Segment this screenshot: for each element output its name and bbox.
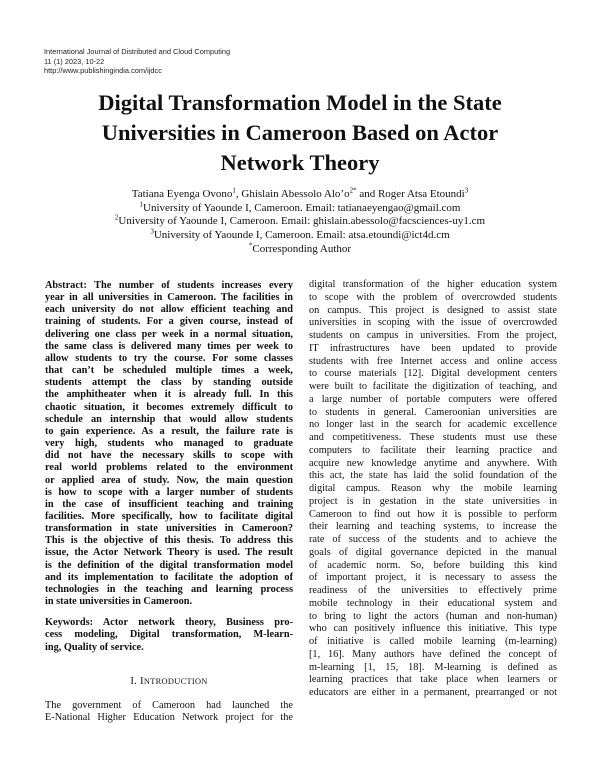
keywords bbox=[45, 617, 293, 653]
text-line: on campus. This project is designed to assist state bbox=[309, 304, 557, 316]
text-line: educators are either in a permanent, prearranged or not bbox=[309, 687, 557, 698]
title-line: Universities in Cameroon Based on Actor bbox=[101, 120, 499, 145]
section-heading-introduction: I. INTRODUCTION bbox=[130, 675, 208, 687]
text-line: computers to facilitate their learning practice and bbox=[309, 444, 557, 456]
text-line: Cameroon to find out how it is possible to perform bbox=[309, 508, 557, 520]
author-2-sup: 2* bbox=[349, 186, 357, 195]
text-line: digital campus. Reason why the mobile learning bbox=[309, 483, 557, 494]
author-3-sup: 3 bbox=[464, 186, 469, 195]
text-line: to gain experience. As a result, the failure rate is bbox=[45, 425, 293, 437]
text-line: digital transformation of the higher education system bbox=[309, 279, 557, 290]
text-line: ing, Quality of service. bbox=[45, 641, 144, 653]
author-3: and Roger Atsa Etoundi bbox=[356, 188, 465, 200]
text-line: The government of Cameroon had launched the bbox=[45, 699, 293, 711]
text-line: in the case of insufficient teaching and training bbox=[45, 498, 293, 510]
text-line: is how to scope with a larger number of students bbox=[45, 486, 293, 498]
text-line: m-learning [1, 15, 18]. M-learning is defined as bbox=[309, 661, 557, 673]
abstract bbox=[45, 280, 293, 608]
author-line bbox=[40, 188, 560, 202]
text-line: who can positively influence this initiative. This type bbox=[309, 623, 557, 635]
text-line: Keywords: Actor network theory, Business pro- bbox=[45, 617, 293, 629]
title-line: Network Theory bbox=[220, 150, 380, 175]
text-line: to bring to light the actors (human and non-human) bbox=[309, 610, 557, 622]
text-line: to course materials [12]. Digital development centers bbox=[309, 368, 557, 380]
text-line: the same class is delivered many times per week to bbox=[45, 340, 293, 352]
text-line: chaotic situation, it becomes extremely difficult to bbox=[45, 401, 293, 413]
left-column bbox=[45, 280, 293, 724]
text-line: schedule an internship that would allow students bbox=[45, 413, 293, 425]
affiliation-1: $^1$University of Yaounde I, Cameroon. Email: tatianaeyengao@gmail.com bbox=[139, 200, 461, 214]
text-line: readiness of the universities to effectively prime bbox=[309, 585, 557, 596]
author-2: , Ghislain Abessolo Alo’o bbox=[235, 188, 350, 200]
text-line: of academic norm. So, before building this kind bbox=[309, 559, 557, 571]
text-line: Abstract: The number of students increases every bbox=[45, 280, 293, 291]
text-line: E-National Higher Education Network project for the bbox=[45, 712, 293, 723]
text-line: a large number of portable computers were offered bbox=[309, 393, 557, 405]
text-line: IT infrastructures have been updated to provide bbox=[309, 342, 557, 354]
text-line: real world problems related to the environment bbox=[45, 462, 293, 474]
affiliation-2: $^2$University of Yaounde I, Cameroon. Email: ghislain.abessolo@facsciences-uy1.cm bbox=[114, 213, 486, 228]
text-line: no longer last in the search for academic excellence bbox=[309, 419, 557, 431]
text-line: acquire new knowledge anytime and anywhere. With bbox=[309, 457, 557, 469]
text-line: and competitiveness. These students must use these bbox=[309, 432, 557, 443]
text-line: mobile technology in their educational system and bbox=[309, 597, 557, 609]
text-line: allow students to try the course. For some classes bbox=[45, 352, 293, 364]
text-line: or applied area of study. Now, the main question bbox=[45, 474, 293, 486]
text-line: that can’t be scheduled multiple times a week, bbox=[45, 365, 293, 377]
text-line: This is the objective of this thesis. To address this bbox=[45, 535, 293, 547]
journal-name: International Journal of Distributed and Cloud Computing bbox=[44, 47, 231, 56]
text-line: the amphitheater when it is already full. In this bbox=[45, 389, 293, 401]
journal-url[interactable]: http://www.publishingindia.com/ijdcc bbox=[44, 66, 162, 76]
author-1-sup: 1 bbox=[232, 186, 236, 195]
journal-issue: 11 (1) 2023, 10-22 bbox=[44, 56, 105, 66]
paper-title bbox=[40, 88, 560, 178]
text-line: year in all universities in Cameroon. The facilities in bbox=[45, 292, 293, 304]
corresponding-author: *Corresponding Author bbox=[248, 241, 352, 255]
text-line: facilities. More specifically, how to facilitate digital bbox=[45, 510, 293, 522]
text-line: issue, the Actor Network Theory is used. The result bbox=[45, 547, 293, 559]
journal-header bbox=[44, 47, 230, 76]
text-line: and its implementation to facilitate the adoption of bbox=[45, 571, 293, 583]
title-line: Digital Transformation Model in the State bbox=[98, 90, 502, 115]
text-line: cess modeling, Digital transformation, M-learn- bbox=[45, 629, 293, 641]
text-line: in state universities in Cameroon. bbox=[45, 596, 193, 608]
text-line: their learning and teaching systems, to increase the bbox=[309, 521, 557, 533]
text-line: technologies in the teaching and learning process bbox=[45, 583, 293, 595]
author-1: Tatiana Eyenga Ovono bbox=[131, 188, 233, 200]
text-line: did not have the necessary skills to scope with bbox=[45, 450, 293, 462]
text-line: this act, the state has laid the solid foundation of the bbox=[309, 470, 557, 482]
intro-paragraph bbox=[45, 700, 293, 724]
text-line: [1, 16]. Many authors have defined the concept of bbox=[309, 648, 557, 660]
text-line: of important project, it is necessary to assess the bbox=[309, 572, 557, 584]
author-block bbox=[40, 188, 560, 257]
text-line: rate of success of the students and to achieve the bbox=[309, 534, 557, 545]
text-line: students with free Internet access and online access bbox=[309, 355, 557, 367]
text-line: were built to facilitate the digitization of teaching, and bbox=[309, 381, 557, 392]
right-column bbox=[309, 279, 557, 700]
text-line: to students in general. Cameroonian universities are bbox=[309, 406, 557, 418]
text-line: very high, students who managed to graduate bbox=[45, 438, 293, 450]
text-line: training of students. For a given course, instead of bbox=[45, 316, 293, 328]
text-line: each university do not allow efficient teaching and bbox=[45, 304, 293, 316]
text-line: is the definition of the digital transformation model bbox=[45, 559, 293, 571]
text-line: transformation in state universities in Cameroon? bbox=[45, 523, 293, 535]
text-line: universities in scoping with the issue of overcrowded bbox=[309, 317, 557, 329]
text-line: of initiative is called mobile learning (m-learning) bbox=[309, 636, 557, 647]
text-line: students attempt the class by standing outside bbox=[45, 377, 293, 389]
text-line: students on campus in universities. From the project, bbox=[309, 330, 557, 341]
text-line: delivering one class per week in a normal situation, bbox=[45, 328, 293, 340]
text-line: to scope with the problem of overcrowded students bbox=[309, 291, 557, 303]
text-line: goals of digital governance depicted in the manual bbox=[309, 546, 557, 558]
text-line: learning practices that take place when learners or bbox=[309, 674, 557, 686]
text-line: project is in gestation in the state universities in bbox=[309, 495, 557, 507]
affiliation-3: $^3$University of Yaounde I, Cameroon. Email: atsa.etoundi@ict4d.cm bbox=[150, 227, 450, 242]
